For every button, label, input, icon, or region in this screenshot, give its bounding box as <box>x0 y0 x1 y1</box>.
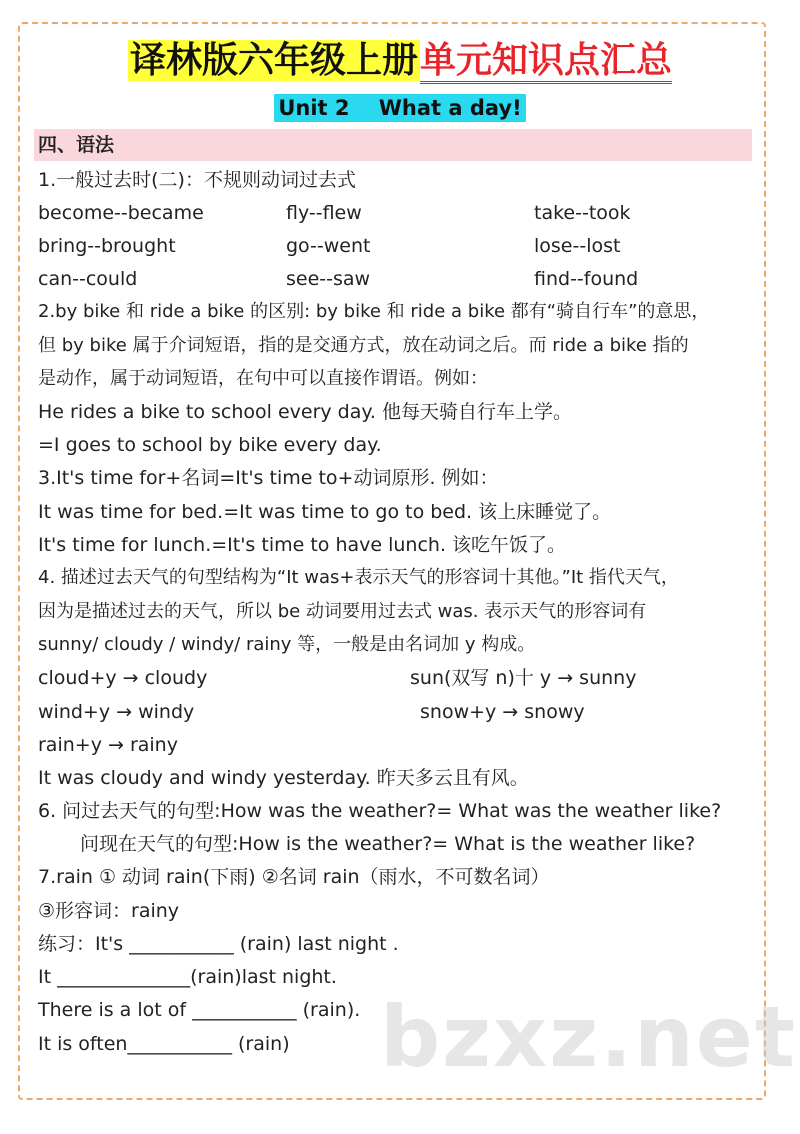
s6-line: 6. 问过去天气的句型:How was the weather?= What was the weather like? <box>38 800 722 822</box>
verb-cell: fly--flew <box>286 202 362 224</box>
unit-subtitle-text: Unit 2 What a day! <box>274 94 525 122</box>
verb-cell: see--saw <box>286 268 371 290</box>
s4-example: It was cloudy and windy yesterday. 昨天多云且有风。 <box>38 767 529 789</box>
unit-subtitle <box>0 92 800 124</box>
page-title <box>0 36 800 86</box>
s4-line: 因为是描述过去的天气，所以 be 动词要用过去式 was. 表示天气的形容词有 <box>38 601 647 622</box>
verb-cell: take--took <box>534 202 631 224</box>
s3-example: It was time for bed.=It was time to go to bed. 该上床睡觉了。 <box>38 501 612 523</box>
verb-cell: become--became <box>38 202 204 224</box>
verb-cell: go--went <box>286 235 371 257</box>
s4-line: 4. 描述过去天气的句型结构为“It was+表示天气的形容词十其他。”It 指代天气， <box>38 567 679 588</box>
verb-cell: can--could <box>38 268 138 290</box>
s4-line: sunny/ cloudy / windy/ rainy 等，一般是由名词加 y 构成。 <box>38 634 536 655</box>
weather-rule: sun(双写 n)十 y → sunny <box>410 667 637 689</box>
s2-line: 是动作，属于动词短语，在句中可以直接作谓语。例如： <box>38 368 488 389</box>
exercise-line: It is often___________ (rain) <box>38 1033 290 1055</box>
s6-line: 问现在天气的句型:How is the weather?= What is the weather like? <box>80 833 696 855</box>
s2-line: 2.by bike 和 ride a bike 的区别: by bike 和 ride a bike 都有“骑自行车”的意思， <box>38 301 710 322</box>
s3-heading: 3.It's time for+名词=It's time to+动词原形. 例如： <box>38 467 499 489</box>
s1-heading: 1.一般过去时(二)：不规则动词过去式 <box>38 169 356 191</box>
section-heading: 四、语法 <box>34 129 752 161</box>
weather-rule: cloud+y → cloudy <box>38 667 208 689</box>
s3-example: It's time for lunch.=It's time to have lunch. 该吃午饭了。 <box>38 534 567 556</box>
verb-cell: lose--lost <box>534 235 621 257</box>
weather-rule: snow+y → snowy <box>420 701 585 723</box>
title-highlight: 译林版六年级上册 <box>129 40 418 81</box>
s7-line: ③形容词：rainy <box>38 900 180 922</box>
exercise-line: 练习：It's ___________ (rain) last night . <box>38 933 399 955</box>
weather-rule: wind+y → windy <box>38 701 195 723</box>
watermark: bzxz.net <box>380 988 797 1086</box>
weather-rule: rain+y → rainy <box>38 734 178 756</box>
s7-line: 7.rain ① 动词 rain(下雨) ②名词 rain（雨水，不可数名词） <box>38 866 550 888</box>
s2-example: He rides a bike to school every day. 他每天骑自行车上学。 <box>38 401 572 423</box>
verb-cell: bring--brought <box>38 235 176 257</box>
verb-cell: find--found <box>534 268 639 290</box>
s2-example: =I goes to school by bike every day. <box>38 434 382 456</box>
title-red: 单元知识点汇总 <box>420 40 672 84</box>
s2-line: 但 by bike 属于介词短语，指的是交通方式，放在动词之后。而 ride a bike 指的 <box>38 335 689 356</box>
exercise-line: There is a lot of ___________ (rain). <box>38 999 361 1021</box>
exercise-line: It ______________(rain)last night. <box>38 966 337 988</box>
